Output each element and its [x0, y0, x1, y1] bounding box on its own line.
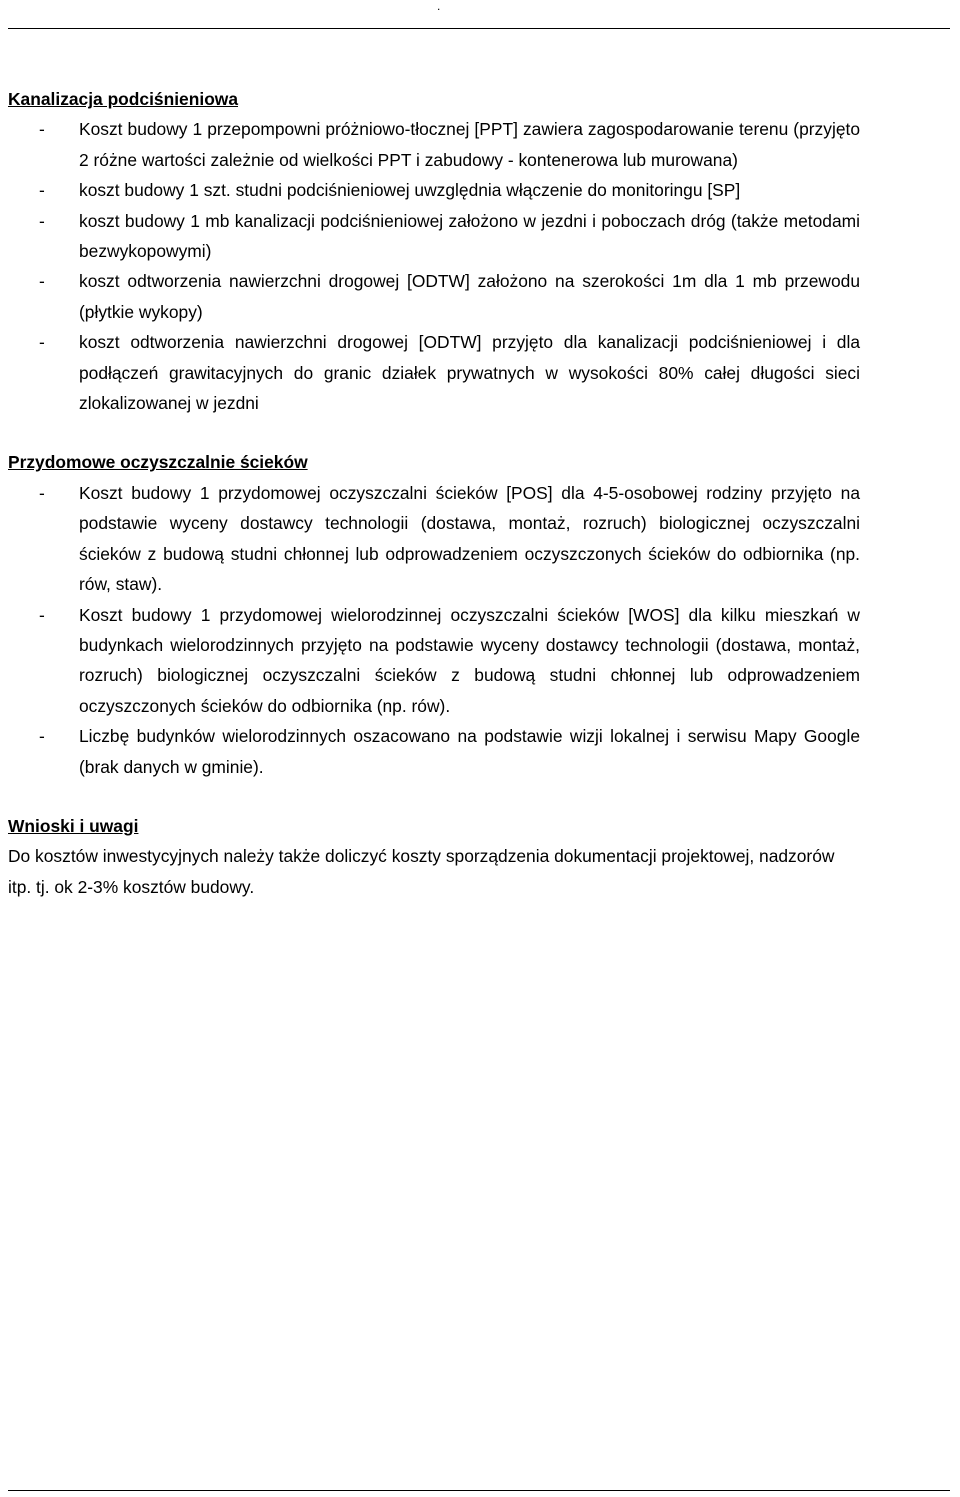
list-item: [8, 206, 860, 267]
conclusion-paragraph: Do kosztów inwestycyjnych należy także doliczyć koszty sporządzenia dokumentacji projektowej, nadzorów itp. tj. ok 2-3% kosztów budowy.: [8, 846, 835, 897]
list-item: [8, 327, 860, 418]
section-title: Przydomowe oczyszczalnie ścieków: [8, 452, 308, 473]
list-item-text: Koszt budowy 1 przepompowni próżniowo-tłocznej [PPT] zawiera zagospodarowanie terenu (przyjęto 2 różne wartości zależnie od wielkości PPT i zabudowy - kontenerowa lub murowana): [79, 119, 860, 170]
header-rule: [8, 28, 950, 29]
list-item-text: koszt odtworzenia nawierzchni drogowej [ODTW] założono na szerokości 1m dla 1 mb przewodu (płytkie wykopy): [79, 271, 860, 322]
section-title: Wnioski i uwagi: [8, 815, 139, 836]
dash-bullet: -: [39, 604, 45, 625]
dash-bullet: -: [39, 332, 45, 353]
list-item: [8, 175, 860, 205]
section-wnioski: [8, 811, 860, 902]
dash-bullet: -: [39, 726, 45, 747]
dash-bullet: -: [39, 119, 45, 140]
document-body: [8, 84, 860, 931]
bullet-list: [8, 114, 860, 418]
footer-rule: [8, 1490, 950, 1491]
dash-bullet: -: [39, 271, 45, 292]
list-item: [8, 266, 860, 327]
list-item-text: Liczbę budynków wielorodzinnych oszacowano na podstawie wizji lokalnej i serwisu Mapy Google (brak danych w gminie).: [79, 726, 860, 777]
section-oczyszczalnie: [8, 447, 860, 781]
list-item: [8, 600, 860, 722]
header-mark: .: [437, 0, 441, 13]
bullet-list: [8, 478, 860, 782]
list-item-text: Koszt budowy 1 przydomowej oczyszczalni ścieków [POS] dla 4-5-osobowej rodziny przyjęto na podstawie wyceny dostawcy technologii (dostawa, montaż, rozruch) biologicznej oczyszczalni ścieków z budową studni chłonnej lub odprowadzeniem oczyszczonych ścieków do odbiornika (np. rów, staw).: [79, 482, 860, 595]
list-item-text: koszt budowy 1 mb kanalizacji podciśnieniowej założono w jezdni i poboczach dróg (także metodami bezwykopowymi): [79, 210, 860, 262]
list-item: [8, 721, 860, 782]
list-item: [8, 478, 860, 600]
list-item: [8, 114, 860, 175]
list-item-text: koszt odtworzenia nawierzchni drogowej [ODTW] przyjęto dla kanalizacji podciśnieniowej i dla podłączeń grawitacyjnych do granic działek prywatnych w wysokości 80% całej długości sieci zlokalizowanej w jezdni: [79, 332, 860, 414]
dash-bullet: -: [39, 180, 45, 201]
section-kanalizacja: [8, 84, 860, 418]
dash-bullet: -: [39, 482, 45, 503]
dash-bullet: -: [39, 210, 45, 231]
list-item-text: Koszt budowy 1 przydomowej wielorodzinnej oczyszczalni ścieków [WOS] dla kilku mieszkań w budynkach wielorodzinnych przyjęto na podstawie wyceny dostawcy technologii (dostawa, montaż, rozruch) biologicznej oczyszczalni ścieków z budową studni chłonnej lub odprowadzeniem oczyszczonych ścieków do odbiornika (np. rów).: [79, 604, 860, 716]
list-item-text: koszt budowy 1 szt. studni podciśnieniowej uwzględnia włączenie do monitoringu [SP]: [79, 180, 741, 201]
section-title: Kanalizacja podciśnieniowa: [8, 89, 239, 109]
